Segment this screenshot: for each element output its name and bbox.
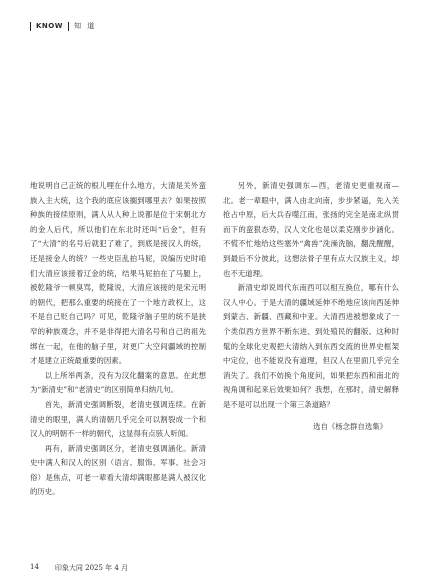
source-citation: 选自《杨念群自选集》	[313, 421, 387, 431]
left-column	[30, 179, 206, 500]
paragraph: 再有，新清史强调区分，老清史强调涵化。新清史中满人和汉人的区别（语言、服饰、军事、社会习俗）是焦点，可老一辈看大清却满眼都是满人被汉化的历史。	[30, 443, 206, 497]
header-divider	[30, 22, 31, 31]
page-number: 14	[30, 563, 39, 571]
page-footer	[30, 563, 128, 573]
paragraph: 以上所举两条，没有为汉化翻案的意思。在此想为“新清史”和“老清史”的区别简单归纳几句。	[30, 370, 206, 395]
paragraph: 另外，新清史强调东—西，老清史更重视南—北。老一辈眼中，满人由北向南，步步紧逼，先入关抢占中原，后大兵吞噬江南，张扬的完全是南北纵贯而下的蛮狠态势，汉人文化也是以柔克刚步步涵化。不慌不忙地给这些塞外“禽兽”洗澡洗脑，翻洗醒醒，到最后不分彼此，这想法骨子里有点大汉族主义，却也不无道理。	[223, 181, 399, 278]
right-column	[223, 179, 399, 434]
paragraph: 新清史却说周代东南西可以相互换位，哪有什么汉人中心。于是大清的疆域延伸不绝地应该向西延伸到蒙古、新疆、西藏和中亚。大清西进被想象成了一个类似西方世界不断东进、到处殖民的翻版。这种时髦的全球化史观把大清纳入到东西交流的世界史框架中定位，也不能说没有道理，但汉人在里面几乎完全消失了。我们不妨换个角度问，如果把东西和南北的视角调和起来后效果如何？我想，在那时，清史解释是不是可以出现一个第三条道路？	[223, 283, 399, 409]
section-label-cn: 知 道	[73, 22, 97, 30]
paragraph: 首先，新清史强调断裂，老清史强调连续。在新清史的眼里，满人的清朝几乎完全可以割裂成一个和汉人的明朝不一样的朝代，这显得有点骇人听闻。	[30, 399, 206, 439]
section-header	[30, 21, 96, 31]
header-divider	[68, 22, 69, 31]
paragraph: 地说明自己正统的根儿哩在什么地方，大清是关外蛮族入主大统，这个我的底应该搁到哪里去？如果按照种族的接续原则，满人从人种上说都是位于宋朝北方的金人后代，所以他们在东北时还叫“后金”，但有了“大清”的名号后就犯了难了，到底是接汉人的统，还是接金人的统？一些史臣乱拍马屁，说编历史时咱们大清应该接着辽金的统，结果马屁拍在了马腿上，被乾隆爷一顿臭骂，乾隆说，大清应该接的是宋元明的朝代，把那么重要的统接在了一个地方政权上，这不是自己贬自己吗？可见，乾隆爷脑子里的统不是狭窄的种族观念，并不是非得把大清名号和自己的祖先绑在一起，在他的脑子里，对更广大空间疆域的控制才是建立正统最重要的因素。	[30, 181, 206, 366]
journal-issue: 印象大同 2025 年 4 月	[54, 564, 129, 572]
section-label-en: KNOW	[36, 22, 63, 30]
